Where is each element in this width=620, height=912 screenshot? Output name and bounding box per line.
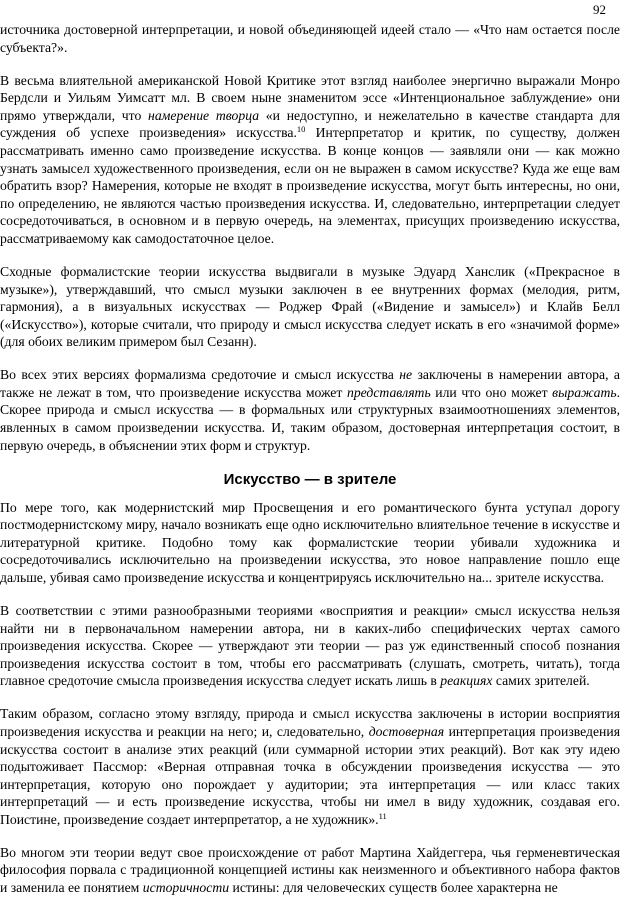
text-run: «и недоступно, и нежелательно в качестве стандарта для суждения об успехе произведения» искусства. [0, 107, 620, 141]
text-run: Таким образом, согласно этому взгляду, природа и смысл искусства заключены в истории восприятия произведения искусства и реакции на него; и, следовательно, [0, 706, 620, 739]
footnote-ref-11[interactable]: 11 [378, 810, 387, 821]
page-number: 92 [593, 2, 606, 17]
paragraph-3-text: Сходные формалистские теории искусства выдвигали в музыке Эдуард Ханслик («Прекрасное в музыке»), утверждавший, что смысл музыки заключен в ее внутренних формах (мелодия, ритм, гармония), а в визуальных искусствах — Роджер Фрай («Видение и замысел») и Клайв Белл («Искусство»), которые считали, что природу и смысл искусства следует искать в его «значимой форме» (для обоих великим примером был Сезанн). [0, 263, 620, 350]
text-run: самих зрителей. [492, 673, 590, 689]
section-heading: Искусство — в зрителе [223, 470, 397, 488]
paragraph-8 [0, 844, 620, 897]
emphasis: выражать [552, 384, 617, 400]
emphasis: достоверная [368, 723, 445, 739]
emphasis: историчности [142, 880, 230, 896]
text-run: В весьма влиятельной американской Новой Критике этот взгляд наиболее энергично выражали Монро Бердсли и Уильям Уимсатт мл. В своем ныне знаменитом эссе «Интенциональное заблуждение» они прямо утверждали, что [0, 72, 620, 123]
text-run: интерпретация произведения искусства состоит в анализе этих реакций (или суммарной истории этих реакций). Вот как эту идею подытоживает Пассмор: «Верная отправная точка в обсуждении произведения искусства — это интерпретация, которую оно порождает у аудитории; эта интерпретация — или класс таких интерпретаций — и есть произведение искусства, чтобы ни имел в виду художник, создавая его. Поистине, произведение создает интерпретатор, а не художник». [0, 723, 620, 827]
paragraph-5 [0, 499, 620, 587]
text-run: истины: для человеческих существ более характерна не [229, 880, 558, 896]
paragraph-3 [0, 263, 620, 351]
emphasis: намерение творца [148, 107, 260, 123]
paragraph-1-text: источника достоверной интерпретации, и новой объединяющей идеей стало — «Что нам остается после субъекта?». [0, 22, 620, 55]
paragraph-4 [0, 366, 620, 454]
emphasis: представлять [346, 384, 431, 400]
text-run: заключены в намерении автора, а также не лежат в том, что произведение искусства может [0, 367, 620, 400]
text-run: Во многом эти теории ведут свое происхождение от работ Мартина Хайдеггера, чья герменевтическая философия порвала с традиционной концепцией истины как неизменного и объективного набора фактов и заменила ее понятием [0, 844, 620, 896]
footnote-ref-10[interactable]: 10 [296, 124, 306, 135]
text-run: или что оно может [430, 384, 553, 400]
paragraph-5-text: По мере того, как модернистский мир Просвещения и его романтического бунта уступал дорогу постмодернистскому миру, начало возникать еще одно исключительно влиятельное течение в искусстве и литературной критике. Подобно тому как формалистские теории убивали художника и сосредоточивались исключительно на произведении искусства, это новое направление пошло еще дальше, убивая само произведение искусства и концентрируясь исключительно на... зрителе искусства. [0, 499, 620, 585]
paragraph-6 [0, 602, 620, 690]
emphasis: не [399, 367, 413, 383]
paragraph-1 [0, 21, 620, 56]
text-run: Интерпретатор и критик, по существу, должен рассматривать именно само произведение искусства. В конце концов — заявляли они — как можно узнать замысел художественного произведения, если он не выражен в самом искусстве? Куда же еще вам обратить взор? Намерения, которые не входят в произведение искусства, могут быть интересны, но они, по определению, не являются частью произведения искусства. И, следовательно, интерпретации следует сосредоточиваться, в основном и в первую очередь, на элементах, присущих произведению искусства, рассматриваемому как самодостаточное целое. [0, 125, 620, 246]
text-run: В соответствии с этими разнообразными теориями «восприятия и реакции» смысл искусства нельзя найти ни в первоначальном намерении автора, ни в каких-либо специфических чертах самого произведения искусства. Скорее — утверждают эти теории — раз уж единственный способ познания произведения искусства состоит в том, чтобы его рассматривать (слушать, смотреть, читать), тогда главное средоточие смысла произведения искусства следует искать лишь в [0, 602, 620, 689]
emphasis: реакциях [440, 673, 493, 689]
paragraph-2 [0, 72, 620, 248]
text-run: . Скорее природа и смысл искусства — в формальных или структурных взаимоотношениях элементов, явленных в самом произведении искусства. И, таким образом, достоверная интерпретация состоит, в первую очередь, в объяснении этих форм и структур. [0, 384, 620, 453]
paragraph-7 [0, 705, 620, 828]
page-content [0, 21, 620, 912]
text-run: Во всех этих версиях формализма средоточие и смысл искусства [0, 367, 400, 383]
